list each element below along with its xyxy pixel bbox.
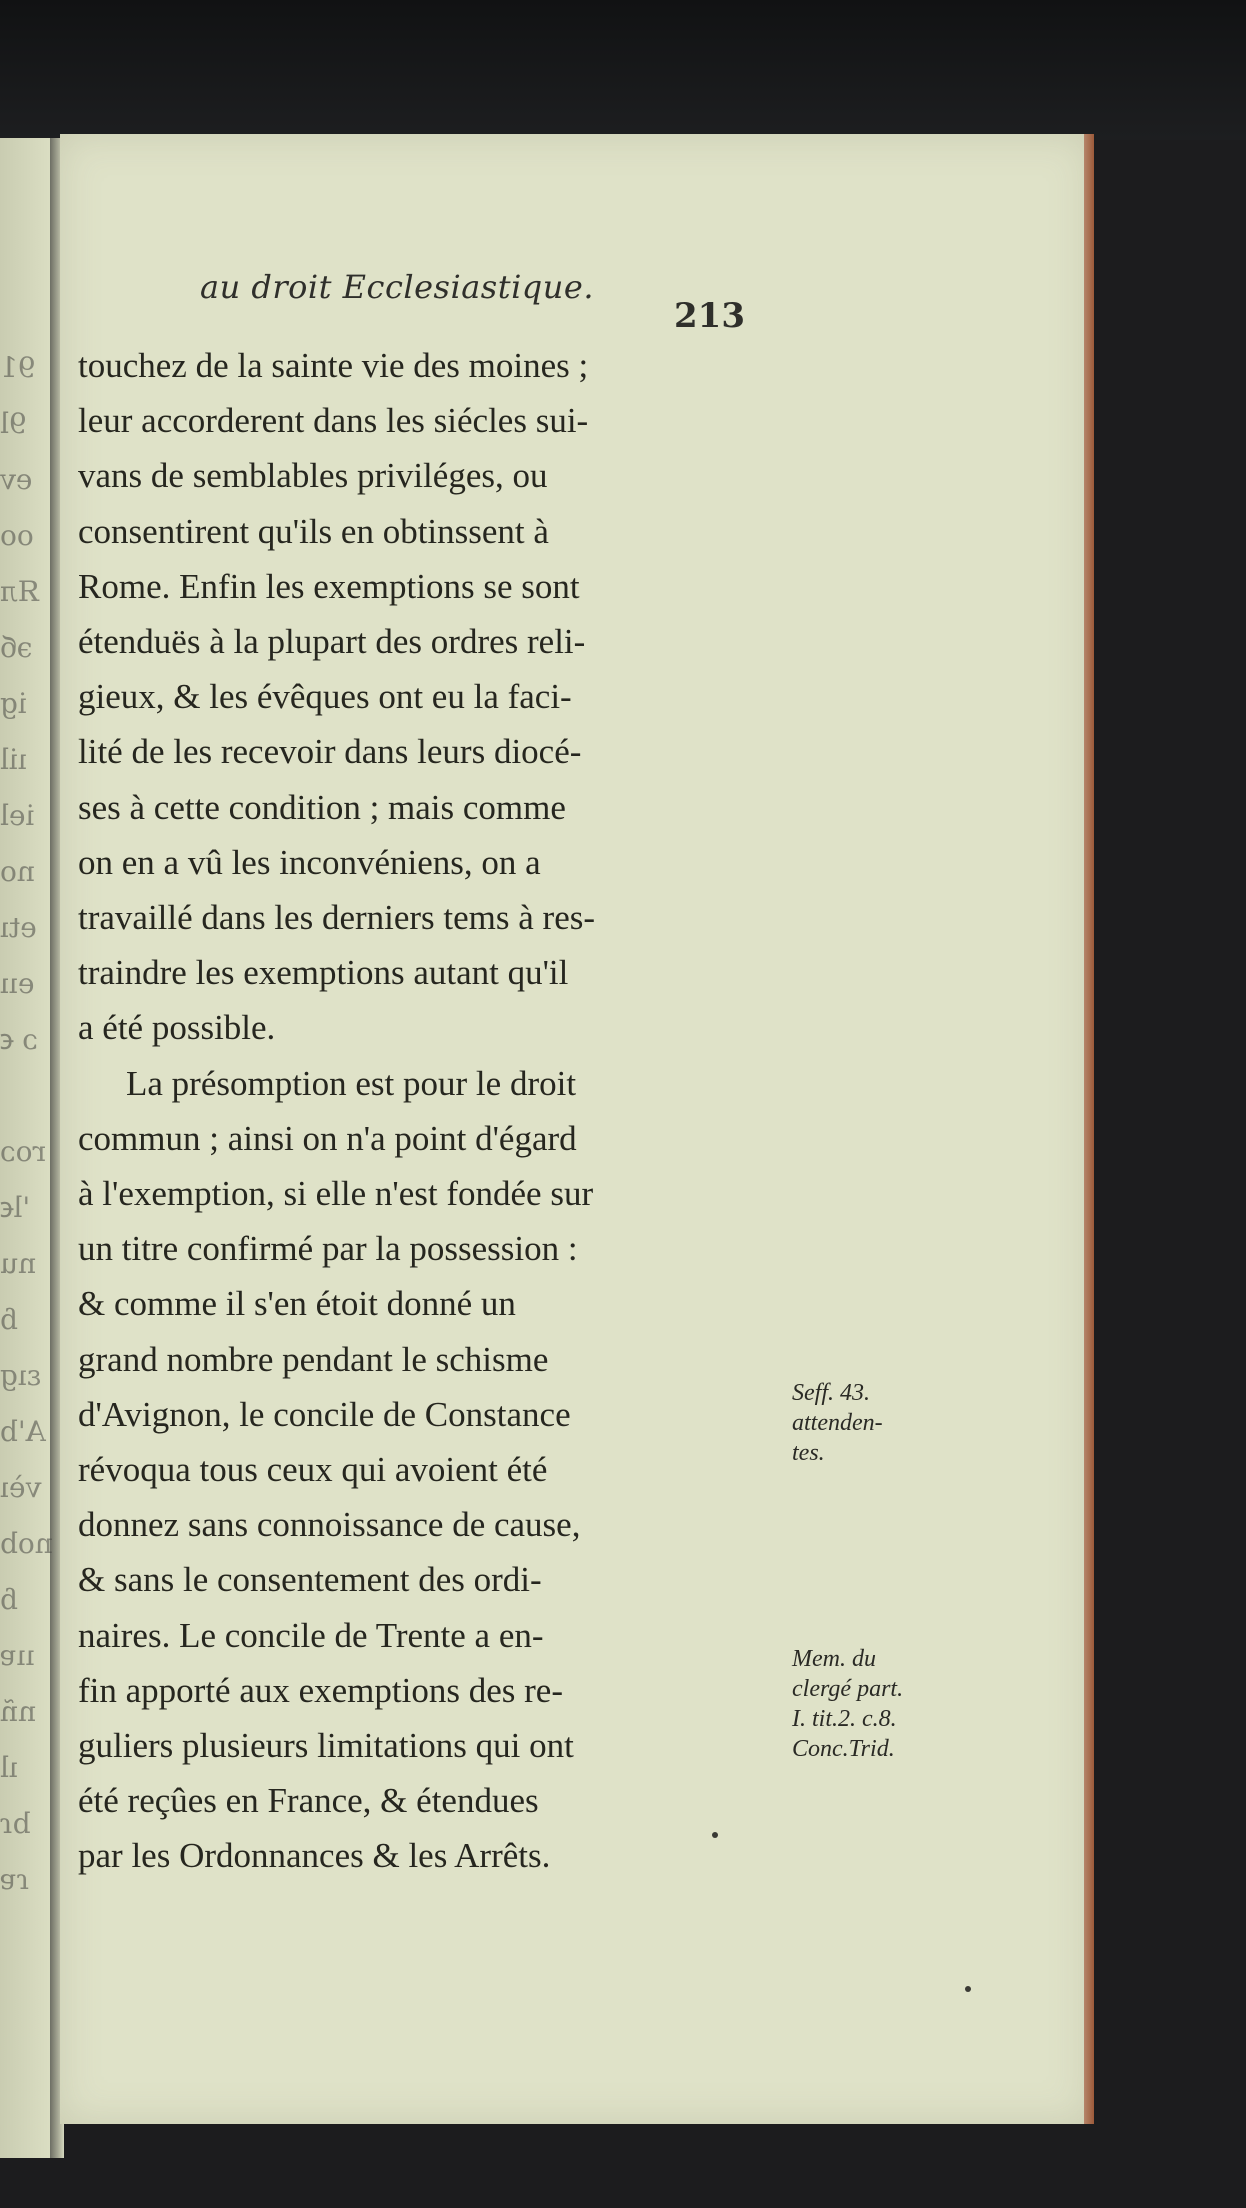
text-line: donnez sans connoissance de cause,	[78, 1505, 581, 1545]
bleed-fragment: nob	[0, 1527, 53, 1560]
bleed-fragment: ɛıɡ	[0, 1359, 42, 1392]
margin-note-line: I. tit.2. c.8.	[792, 1706, 897, 1732]
bleed-fragment: iel	[0, 799, 35, 832]
margin-note-line: clergé part.	[792, 1676, 904, 1702]
text-line: touchez de la sainte vie des moines ;	[78, 346, 589, 385]
dark-background	[0, 0, 1246, 140]
text-line: étenduës à la plupart des ordres reli-	[78, 622, 586, 662]
text-line: révoqua tous ceux qui avoient été	[78, 1450, 548, 1490]
bleed-fragment: ev	[0, 463, 33, 496]
body-text	[78, 338, 766, 1884]
bleed-fragment: vèı	[0, 1471, 42, 1504]
text-line: un titre confirmé par la possession :	[78, 1229, 578, 1269]
text-line: & comme il s'en étoit donné un	[78, 1284, 516, 1324]
bleed-fragment: ɓ	[0, 1583, 18, 1616]
margin-note-line: attenden-	[792, 1410, 883, 1436]
ink-speck	[712, 1832, 718, 1838]
text-line: lité de les recevoir dans leurs diocé-	[78, 732, 582, 772]
bleed-fragment: ɔ ꞓ	[0, 1023, 39, 1056]
bleed-fragment: eıı	[0, 967, 35, 1000]
bleed-fragment: etı	[0, 911, 37, 944]
text-line: traindre les exemptions autant qu'il	[78, 953, 569, 993]
ink-speck	[965, 1986, 971, 1992]
page-number: 213	[674, 296, 745, 336]
text-line: gieux, & les évêques ont eu la faci-	[78, 677, 572, 717]
bleed-fragment: Ял	[0, 575, 41, 608]
running-title: au droit Ecclesiastique.	[200, 268, 594, 306]
text-line: grand nombre pendant le schisme	[78, 1339, 549, 1379]
margin-note-line: Mem. du	[792, 1646, 876, 1672]
bleed-fragment: oo	[0, 519, 34, 552]
text-line: vans de semblables priviléges, ou	[78, 456, 548, 496]
bleed-fragment: A'b	[0, 1415, 46, 1448]
text-line: on en a vû les inconvéniens, on a	[78, 842, 541, 882]
text-line: & sans le consentement des ordi-	[78, 1560, 542, 1600]
text-line: guliers plusieurs limitations qui ont	[78, 1726, 574, 1766]
text-line: par les Ordonnances & les Arrêts.	[78, 1836, 551, 1876]
text-line: travaillé dans les derniers tems à res-	[78, 898, 596, 938]
text-line: naires. Le concile de Trente a en-	[78, 1615, 544, 1655]
text-line: La présomption est pour le droit	[126, 1063, 577, 1103]
text-line: ses à cette condition ; mais comme	[78, 787, 566, 827]
bleed-fragment: nñ	[0, 1695, 37, 1728]
bleed-fragment: 9l	[0, 407, 27, 440]
bleed-fragment: nu	[0, 1247, 37, 1280]
bleed-fragment: no	[0, 855, 35, 888]
bleed-fragment: ig	[0, 687, 27, 720]
bleed-fragment: 91	[0, 351, 36, 384]
text-line: a été possible.	[78, 1008, 276, 1048]
bleed-fragment: ıl	[0, 1751, 18, 1784]
bleed-fragment: ɓ	[0, 1303, 18, 1336]
bleed-fragment: bɾ	[0, 1807, 31, 1840]
facing-page-bleed-through	[0, 340, 58, 1908]
text-line: commun ; ainsi on n'a point d'égard	[78, 1118, 577, 1158]
margin-note-line: Seff. 43.	[792, 1380, 870, 1406]
bleed-fragment: ıil	[0, 743, 27, 776]
bleed-fragment: 'lꞓ	[0, 1191, 31, 1224]
margin-note-memoires	[792, 1644, 982, 1764]
text-line: d'Avignon, le concile de Constance	[78, 1394, 571, 1434]
text-line: à l'exemption, si elle n'est fondée sur	[78, 1174, 594, 1214]
margin-note-session	[792, 1378, 982, 1468]
bleed-fragment: ııɐ	[0, 1639, 35, 1672]
text-line: leur accorderent dans les siécles sui-	[78, 401, 589, 441]
page-edge-stain	[1084, 134, 1094, 2124]
text-line: été reçûes en France, & étendues	[78, 1781, 539, 1821]
text-line: fin apporté aux exemptions des re-	[78, 1670, 563, 1710]
bleed-fragment	[0, 1068, 58, 1124]
bleed-fragment: эб	[0, 631, 33, 664]
text-line: consentirent qu'ils en obtinssent à	[78, 511, 549, 551]
margin-note-line: tes.	[792, 1440, 825, 1466]
text-line: Rome. Enfin les exemptions se sont	[78, 566, 580, 606]
margin-note-line: Conc.Trid.	[792, 1736, 895, 1762]
bleed-fragment: ɾɐ	[0, 1863, 30, 1896]
bleed-fragment: roɔ	[0, 1135, 46, 1168]
